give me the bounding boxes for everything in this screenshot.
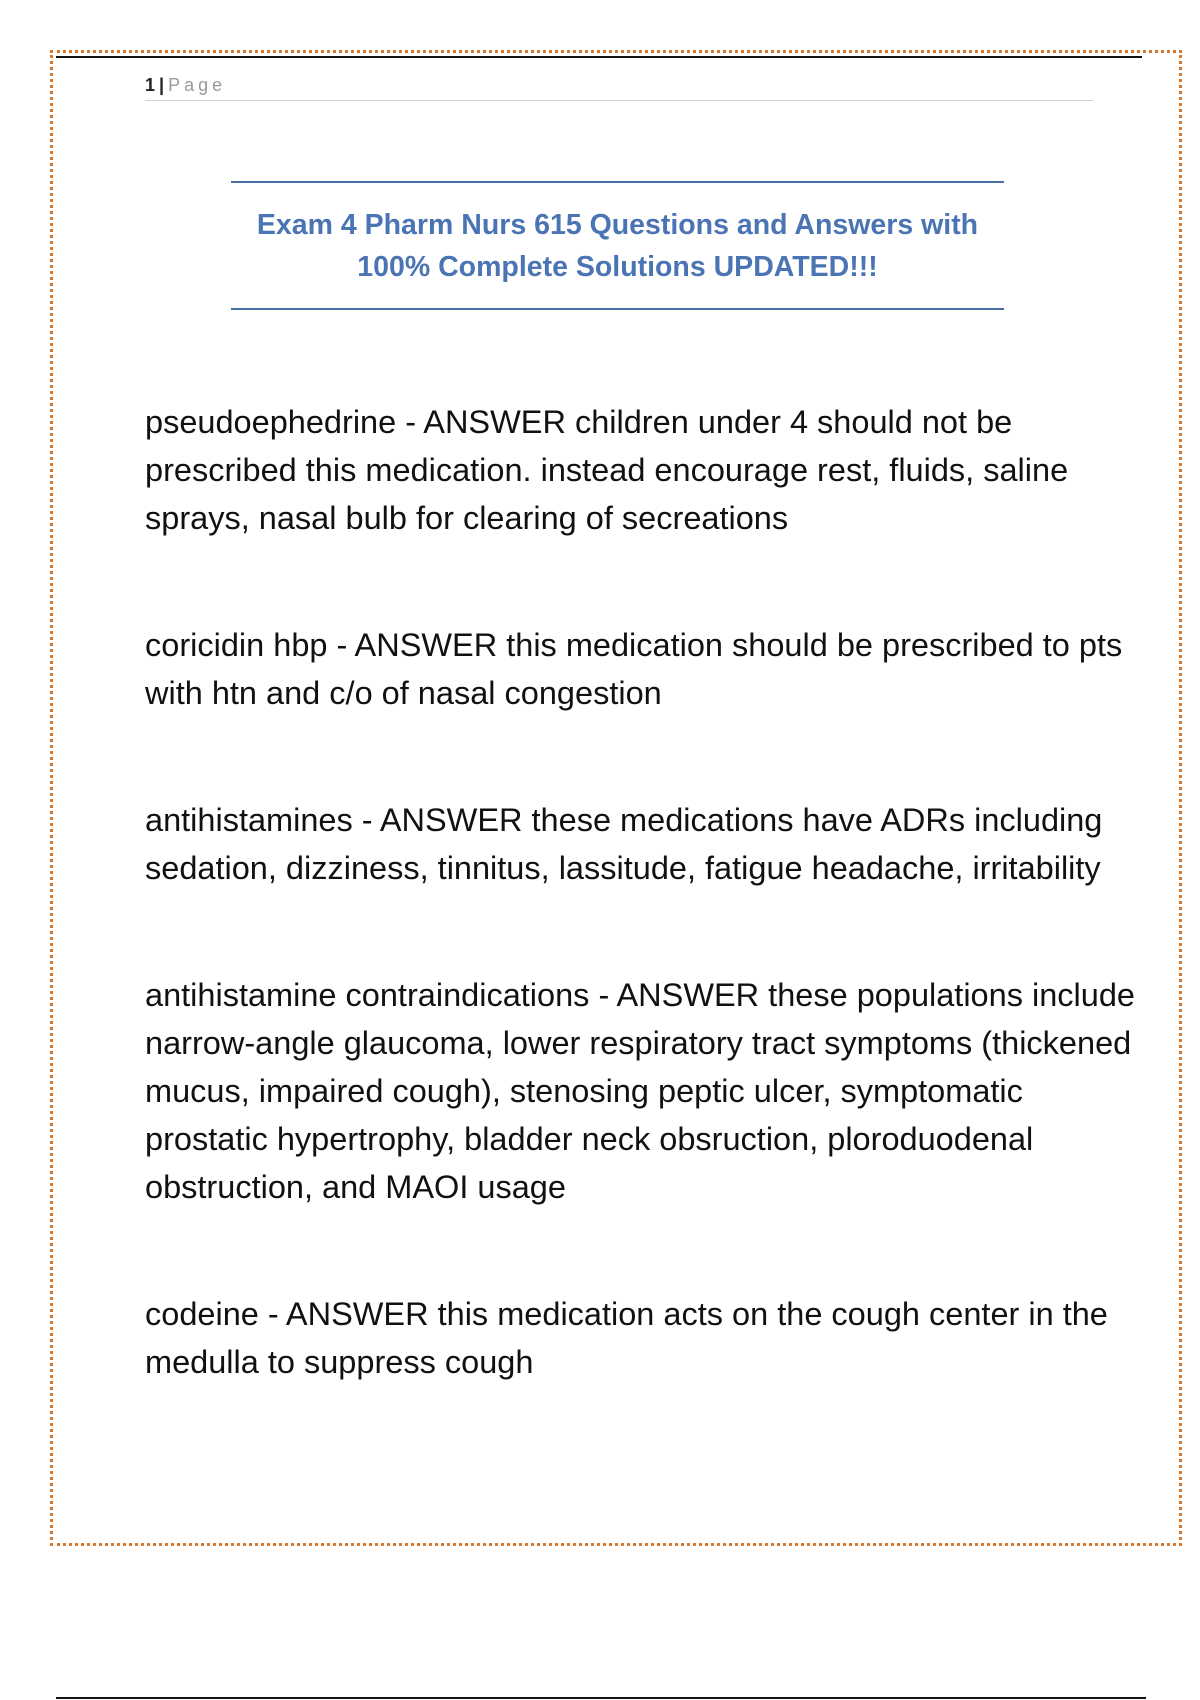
page-number: 1: [145, 75, 156, 95]
bottom-rule: [56, 1697, 1146, 1699]
title-block: [231, 181, 1004, 310]
page-separator: |: [159, 75, 165, 95]
qa-entry: antihistamine contraindications - ANSWER these populations include narrow-angle glaucoma, lower respiratory tract symptoms (thickened mucus, impaired cough), stenosing peptic ulcer, symptomatic prostatic hypertrophy, bladder neck obsruction, ploroduodenal obstruction, and MAOI usage: [145, 977, 1135, 1205]
qa-entry: coricidin hbp - ANSWER this medication should be prescribed to pts with htn and c/o of nasal congestion: [145, 627, 1123, 711]
document-title: Exam 4 Pharm Nurs 615 Questions and Answers with 100% Complete Solutions UPDATED!!!: [256, 208, 979, 283]
qa-entry: codeine - ANSWER this medication acts on the cough center in the medulla to suppress cough: [145, 1296, 1108, 1380]
page-label: Page: [168, 75, 227, 95]
qa-entry: pseudoephedrine - ANSWER children under 4 should not be prescribed this medication. instead encourage rest, fluids, saline sprays, nasal bulb for clearing of secreations: [145, 404, 1069, 536]
page-header: [145, 74, 1093, 101]
qa-list: [145, 398, 1145, 1465]
qa-entry: antihistamines - ANSWER these medications have ADRs including sedation, dizziness, tinnitus, lassitude, fatigue headache, irritability: [145, 802, 1103, 886]
